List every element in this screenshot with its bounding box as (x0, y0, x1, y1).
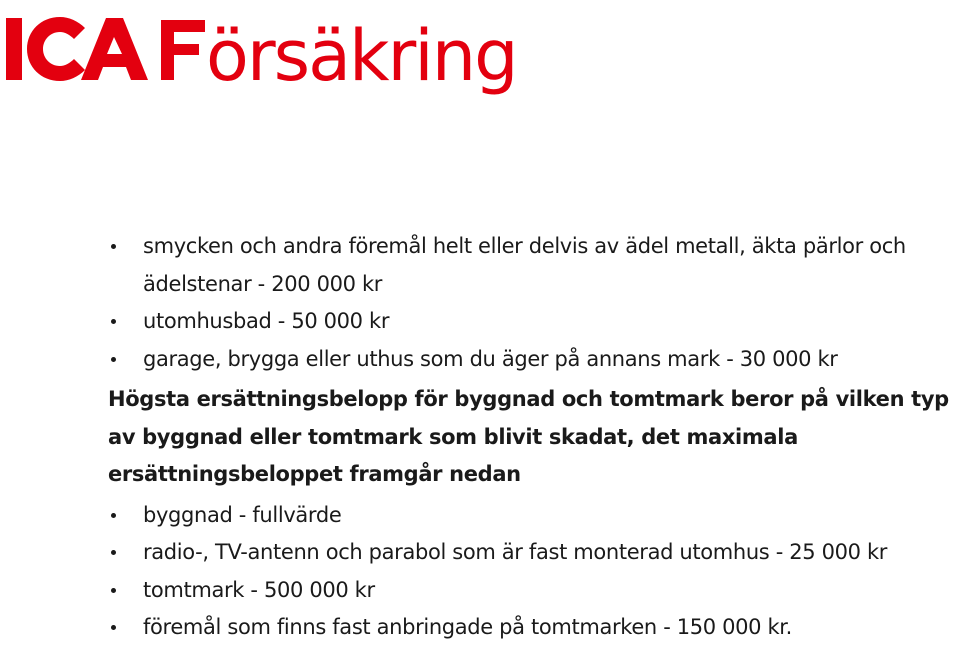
list-item: föremål som finns fast anbringade på tomtmarken - 150 000 kr. (108, 609, 956, 647)
list-valuables (108, 228, 956, 378)
insurance-terms (108, 228, 956, 647)
ica-forsakring-logo-mark (6, 4, 566, 96)
list-item: radio-, TV-antenn och parabol som är fast monterad utomhus - 25 000 kr (108, 534, 956, 572)
list-building-land (108, 497, 956, 647)
max-compensation-note: Högsta ersättningsbelopp för byggnad och tomtmark beror på vilken typ av byggnad eller tomtmark som blivit skadat, det maximala ersättningsbeloppet framgår nedan (108, 387, 949, 486)
list-item: tomtmark - 500 000 kr (108, 572, 956, 610)
list-item: utomhusbad - 50 000 kr (108, 303, 956, 341)
list-item: smycken och andra föremål helt eller delvis av ädel metall, äkta pärlor och ädelstenar - 200 000 kr (108, 228, 956, 303)
ica-forsakring-logo (6, 4, 566, 96)
svg-text:örsäkring: örsäkring (206, 15, 517, 96)
list-item: garage, brygga eller uthus som du äger på annans mark - 30 000 kr (108, 341, 956, 379)
list-item: byggnad - fullvärde (108, 497, 956, 535)
